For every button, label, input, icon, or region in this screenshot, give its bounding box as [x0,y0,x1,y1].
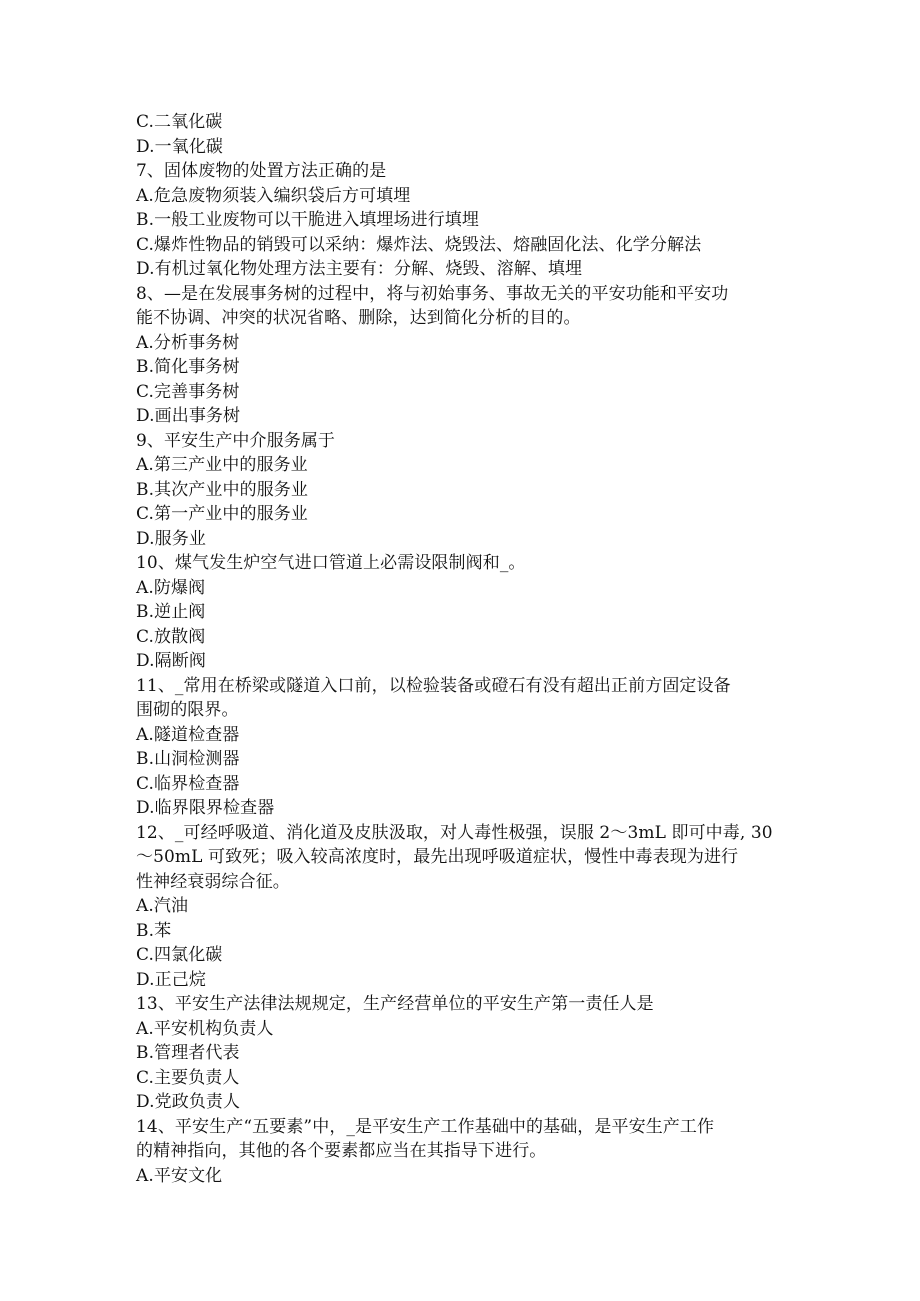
answer-option: D.临界限界检查器 [136,798,275,818]
answer-option: A.汽油 [136,896,189,916]
answer-option: D.一氧化碳 [136,136,224,157]
question-text: 7、固体废物的处置方法正确的是 [136,161,387,181]
answer-option: C.临界检查器 [136,773,240,794]
question-text: 8、—是在发展事务树的过程中，将与初始事务、事故无关的平安功能和平安功 [136,283,729,304]
answer-option: D.服务业 [136,528,206,549]
question-text: 10、煤气发生炉空气进口管道上必需设限制阀和_。 [136,553,526,573]
question-text: 12、_可经呼吸道、消化道及皮肤汲取，对人毒性极强，误服 2～3mL 即可中毒, 30 [136,822,773,843]
answer-option: A.平安文化 [136,1165,223,1186]
answer-option: B.管理者代表 [136,1043,240,1063]
answer-option: A.隧道检查器 [136,724,240,745]
question-text: 能不协调、冲突的状况省略、删除，达到简化分析的目的。 [136,308,581,328]
answer-option: A.分析事务树 [136,332,240,353]
answer-option: D.画出事务树 [136,406,241,426]
answer-option: B.苯 [136,920,172,941]
answer-option: B.一般工业废物可以干脆进入填埋场进行填埋 [136,210,479,230]
answer-option: D.党政负责人 [136,1092,241,1112]
answer-option: C.放散阀 [136,626,206,647]
question-text: 13、平安生产法律法规规定，生产经营单位的平安生产第一责任人是 [136,994,654,1014]
question-text: 9、平安生产中介服务属于 [136,430,336,451]
answer-option: D.有机过氧化物处理方法主要有：分解、烧毁、溶解、填埋 [136,259,583,279]
answer-option: B.山洞检测器 [136,749,240,769]
answer-option: A.第三产业中的服务业 [136,455,308,475]
answer-option: C.第一产业中的服务业 [136,504,308,524]
question-text: ～50mL 可致死；吸入较高浓度时，最先出现呼吸道症状，慢性中毒表现为进行 [136,847,739,867]
answer-option: A.危急废物须装入编织袋后方可填埋 [136,185,411,206]
answer-option: C.二氧化碳 [136,112,223,132]
answer-option: C.完善事务树 [136,381,240,402]
answer-option: C.主要负责人 [136,1067,240,1088]
answer-option: D.隔断阀 [136,651,206,671]
answer-option: B.其次产业中的服务业 [136,479,308,500]
answer-option: C.四氯化碳 [136,945,223,965]
question-text: 围砌的限界。 [136,700,239,720]
question-text: 14、平安生产“五要素”中，_是平安生产工作基础中的基础，是平安生产工作 [136,1116,715,1137]
answer-option: B.简化事务树 [136,357,240,377]
answer-option: D.正己烷 [136,969,206,990]
answer-option: A.防爆阀 [136,577,206,598]
question-text: 11、_常用在桥梁或隧道入口前，以检验装备或磴石有没有超出正前方固定设备 [136,675,731,696]
question-text: 的精神指向，其他的各个要素都应当在其指导下进行。 [136,1141,547,1161]
question-text: 性神经衰弱综合征。 [136,871,290,892]
document-body [136,110,796,1188]
answer-option: B.逆止阀 [136,602,206,622]
answer-option: A.平安机构负责人 [136,1018,274,1039]
answer-option: C.爆炸性物品的销毁可以采纳：爆炸法、烧毁法、熔融固化法、化学分解法 [136,234,702,255]
